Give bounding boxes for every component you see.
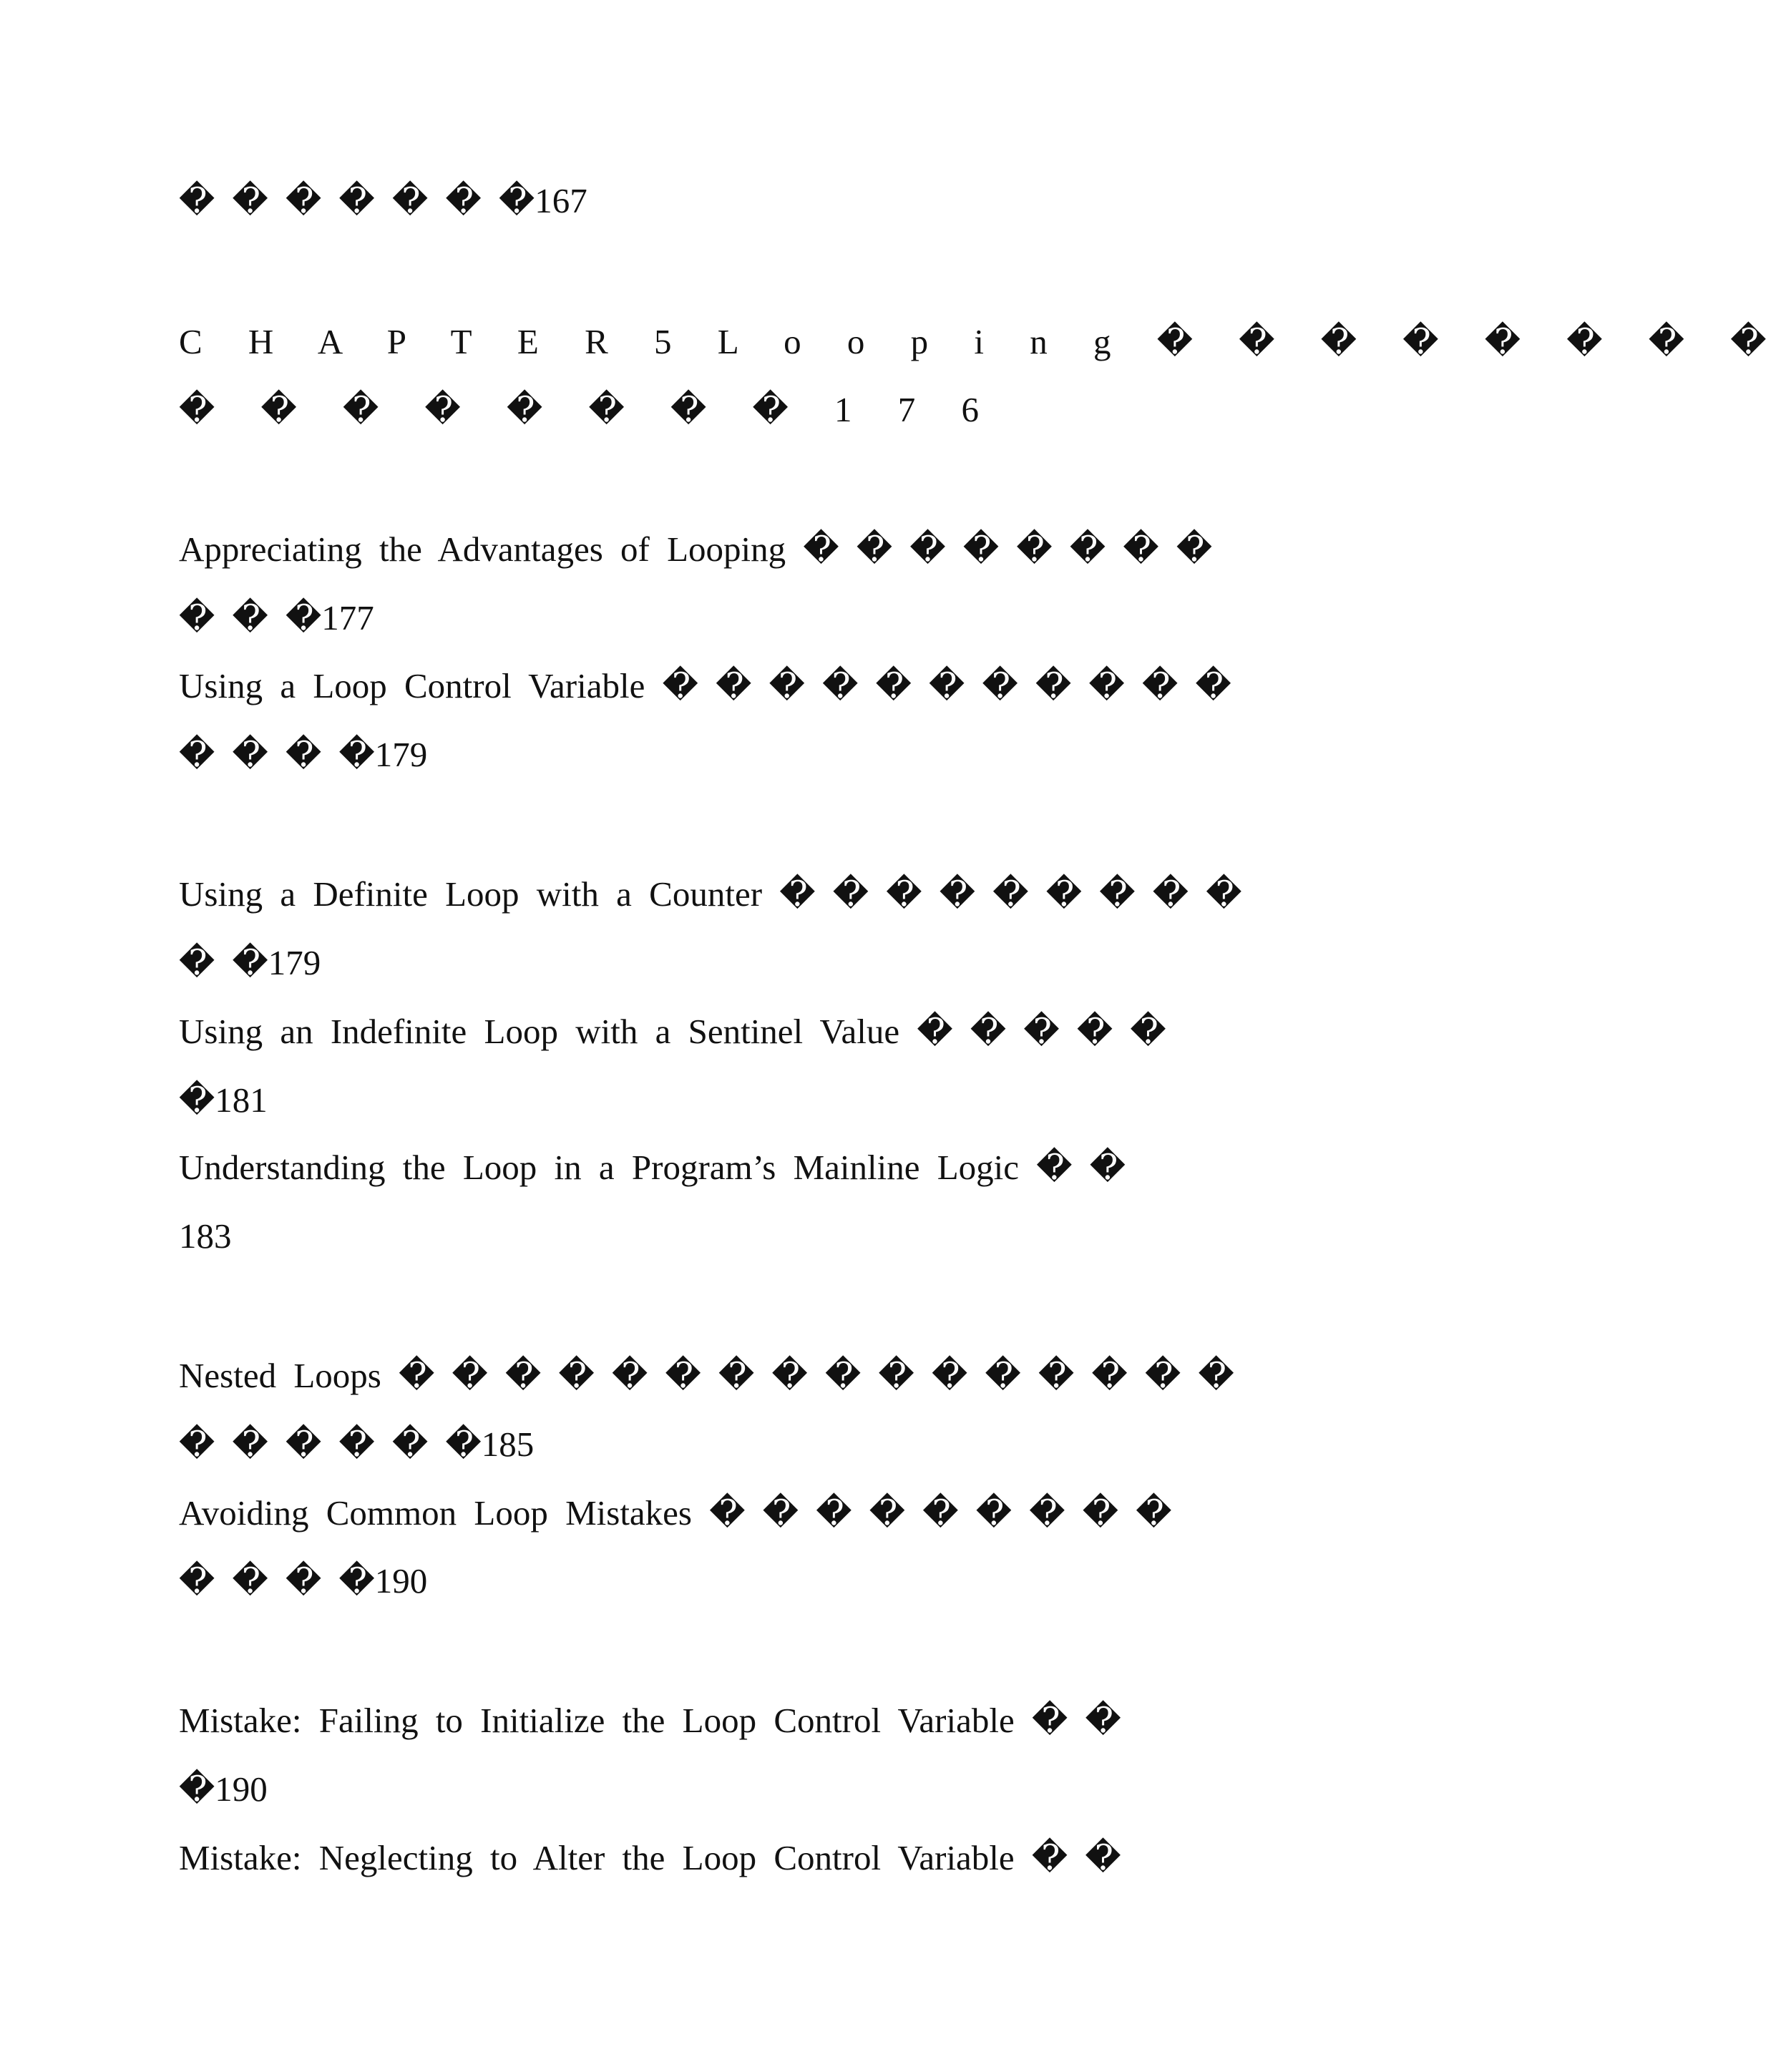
toc-entry-common-loop-mistakes: Avoiding Common Loop Mistakes � � � � � � � � � <box>179 1493 1172 1533</box>
toc-entry-mainline-logic: Understanding the Loop in a Program’s Mainline Logic � � <box>179 1148 1126 1187</box>
toc-entry-neglecting-to-alter: Mistake: Neglecting to Alter the Loop Control Variable � � <box>179 1838 1121 1877</box>
toc-chapter-5-page: � � � � � � � � 1 7 6 <box>179 390 994 429</box>
toc-entry-appreciating-advantages: Appreciating the Advantages of Looping � � � � � � � � <box>179 529 1213 569</box>
toc-entry-nested-loops: Nested Loops � � � � � � � � � � � � � � � � <box>179 1356 1234 1395</box>
toc-entry-appreciating-advantages-page: � � �177 <box>179 598 374 637</box>
toc-line-page-167: � � � � � � �167 <box>179 181 587 220</box>
toc-entry-loop-control-variable-page: � � � �179 <box>179 735 428 774</box>
toc-entry-mainline-logic-page: 183 <box>179 1216 232 1256</box>
toc-chapter-5-heading: C H A P T E R 5 L o o p i n g � � � � � � � � <box>179 322 1781 361</box>
toc-entry-nested-loops-page: � � � � � �185 <box>179 1424 535 1464</box>
toc-entry-failing-to-initialize-page: �190 <box>179 1769 268 1809</box>
toc-entry-common-loop-mistakes-page: � � � �190 <box>179 1561 428 1601</box>
toc-entry-failing-to-initialize: Mistake: Failing to Initialize the Loop Control Variable � � <box>179 1701 1121 1740</box>
toc-entry-loop-control-variable: Using a Loop Control Variable � � � � � � � � � � � <box>179 666 1231 705</box>
toc-entry-indefinite-loop: Using an Indefinite Loop with a Sentinel Value � � � � � <box>179 1012 1166 1051</box>
toc-entry-indefinite-loop-page: �181 <box>179 1080 268 1120</box>
toc-entry-definite-loop: Using a Definite Loop with a Counter � � � � � � � � � <box>179 874 1242 914</box>
toc-entry-definite-loop-page: � �179 <box>179 943 321 982</box>
